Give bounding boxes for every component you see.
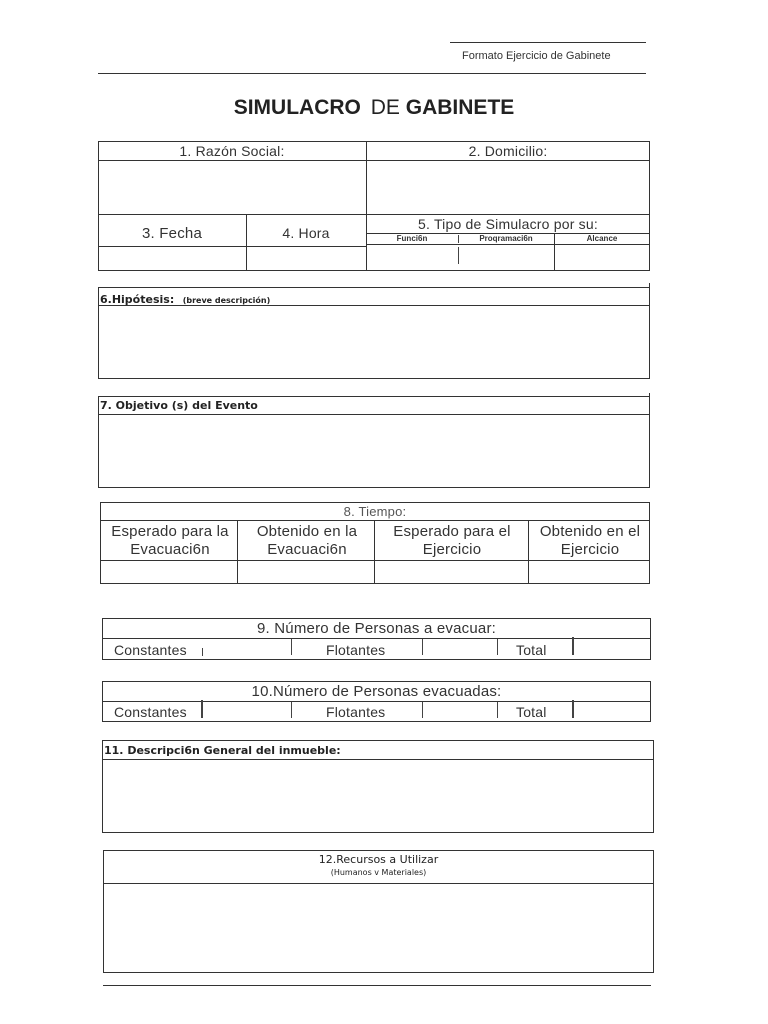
personas-evacuadas-constantes: Constantes [114, 704, 187, 720]
objetivo-field[interactable] [99, 415, 648, 486]
tiempo-obtenido-ejercicio-field[interactable] [529, 561, 649, 583]
hipotesis-right [649, 283, 650, 379]
tiempo-col-1: Esperado para la Evacuaci6n [111, 522, 229, 558]
programacion-field[interactable] [459, 245, 553, 270]
personas-evacuar-divider [102, 638, 651, 639]
personas-evacuadas-title: 10.Número de Personas evacuadas: [251, 682, 502, 700]
tiempo-col-2: Obtenido en la Evacuaci6n [256, 522, 358, 558]
personas-evacuar-total-field[interactable] [574, 639, 650, 659]
alcance-field[interactable] [555, 245, 649, 270]
tick [201, 700, 203, 718]
title-simulacro: SIMULACRO [233, 96, 361, 119]
objetivo-label: 7. Objetivo (s) del Evento [100, 399, 258, 412]
fecha-field[interactable] [99, 247, 245, 270]
domicilio-field[interactable] [367, 161, 649, 213]
objetivo-top [98, 396, 650, 397]
descripcion-field[interactable] [103, 760, 652, 831]
personas-evacuar-flotantes: Flotantes [326, 642, 386, 658]
razon-social-field[interactable] [99, 161, 365, 213]
tick [422, 639, 423, 655]
recursos-label: 12.Recursos a Utilizar [318, 853, 439, 866]
personas-evacuar-constantes: Constantes [114, 642, 187, 658]
personas-evacuadas-divider [102, 701, 651, 702]
tick [291, 702, 292, 718]
tiempo-obtenido-evacuacion-field[interactable] [238, 561, 373, 583]
tick [497, 639, 498, 655]
tick [202, 648, 203, 656]
tipo-simulacro-label: 5. Tipo de Simulacro por su: [418, 215, 598, 232]
objetivo-bottom [98, 487, 650, 488]
programacion-label: Proqramaci6n [479, 234, 533, 243]
tick [291, 639, 292, 655]
personas-evacuadas-total: Total [516, 704, 547, 720]
title-gabinete: GABINETE [405, 96, 515, 119]
hipotesis-field[interactable] [99, 306, 648, 377]
tiempo-col-4: Obtenido en el Ejercicio [539, 522, 641, 558]
funcion-label: Funci6n [396, 234, 428, 243]
tiempo-esperado-evacuacion-field[interactable] [101, 561, 236, 583]
header-bottom-rule [98, 73, 646, 74]
footer-rule [103, 985, 651, 986]
recursos-heading [103, 853, 654, 877]
header-top-rule [450, 42, 646, 43]
hipotesis-top [98, 287, 650, 288]
tick [422, 702, 423, 718]
razon-social-label: 1. Razón Social: [179, 142, 285, 159]
descripcion-right [653, 740, 654, 833]
personas-evacuar-flotantes-field[interactable] [424, 639, 496, 659]
descripcion-label: 11. Descripci6n General del inmueble: [104, 744, 341, 757]
descripcion-bottom [102, 832, 654, 833]
tiempo-title: 8. Tiempo: [343, 503, 407, 519]
hipotesis-sub: (breve descripción) [182, 296, 271, 305]
tiempo-col-3: Esperado para el Ejercicio [393, 522, 511, 558]
tiempo-esperado-ejercicio-field[interactable] [375, 561, 527, 583]
descripcion-top [102, 740, 654, 741]
recursos-sub: (Humanos v Materiales) [330, 868, 427, 877]
personas-evacuar-total: Total [516, 642, 547, 658]
personas-evacuadas-flotantes-field[interactable] [424, 702, 496, 721]
funcion-field[interactable] [367, 245, 457, 270]
personas-evacuar-constantes-field[interactable] [204, 639, 290, 659]
page-title [98, 96, 650, 120]
personas-evacuadas-constantes-field[interactable] [204, 702, 290, 721]
personas-evacuar-title: 9. Número de Personas a evacuar: [256, 619, 497, 637]
personas-evacuadas-flotantes: Flotantes [326, 704, 386, 720]
format-label: Formato Ejercicio de Gabinete [462, 50, 611, 62]
hipotesis-label: 6.Hipótesis: [100, 293, 175, 306]
personas-evacuadas-total-field[interactable] [574, 702, 650, 721]
recursos-field[interactable] [104, 884, 653, 972]
hora-field[interactable] [247, 247, 365, 270]
domicilio-label: 2. Domicilio: [468, 142, 548, 159]
objetivo-right [649, 393, 650, 488]
title-de: DE [370, 96, 400, 119]
alcance-label: Alcance [586, 234, 618, 243]
fecha-label: 3. Fecha [142, 224, 202, 242]
hipotesis-bottom [98, 378, 650, 379]
tick [497, 702, 498, 718]
hora-label: 4. Hora [282, 225, 330, 241]
